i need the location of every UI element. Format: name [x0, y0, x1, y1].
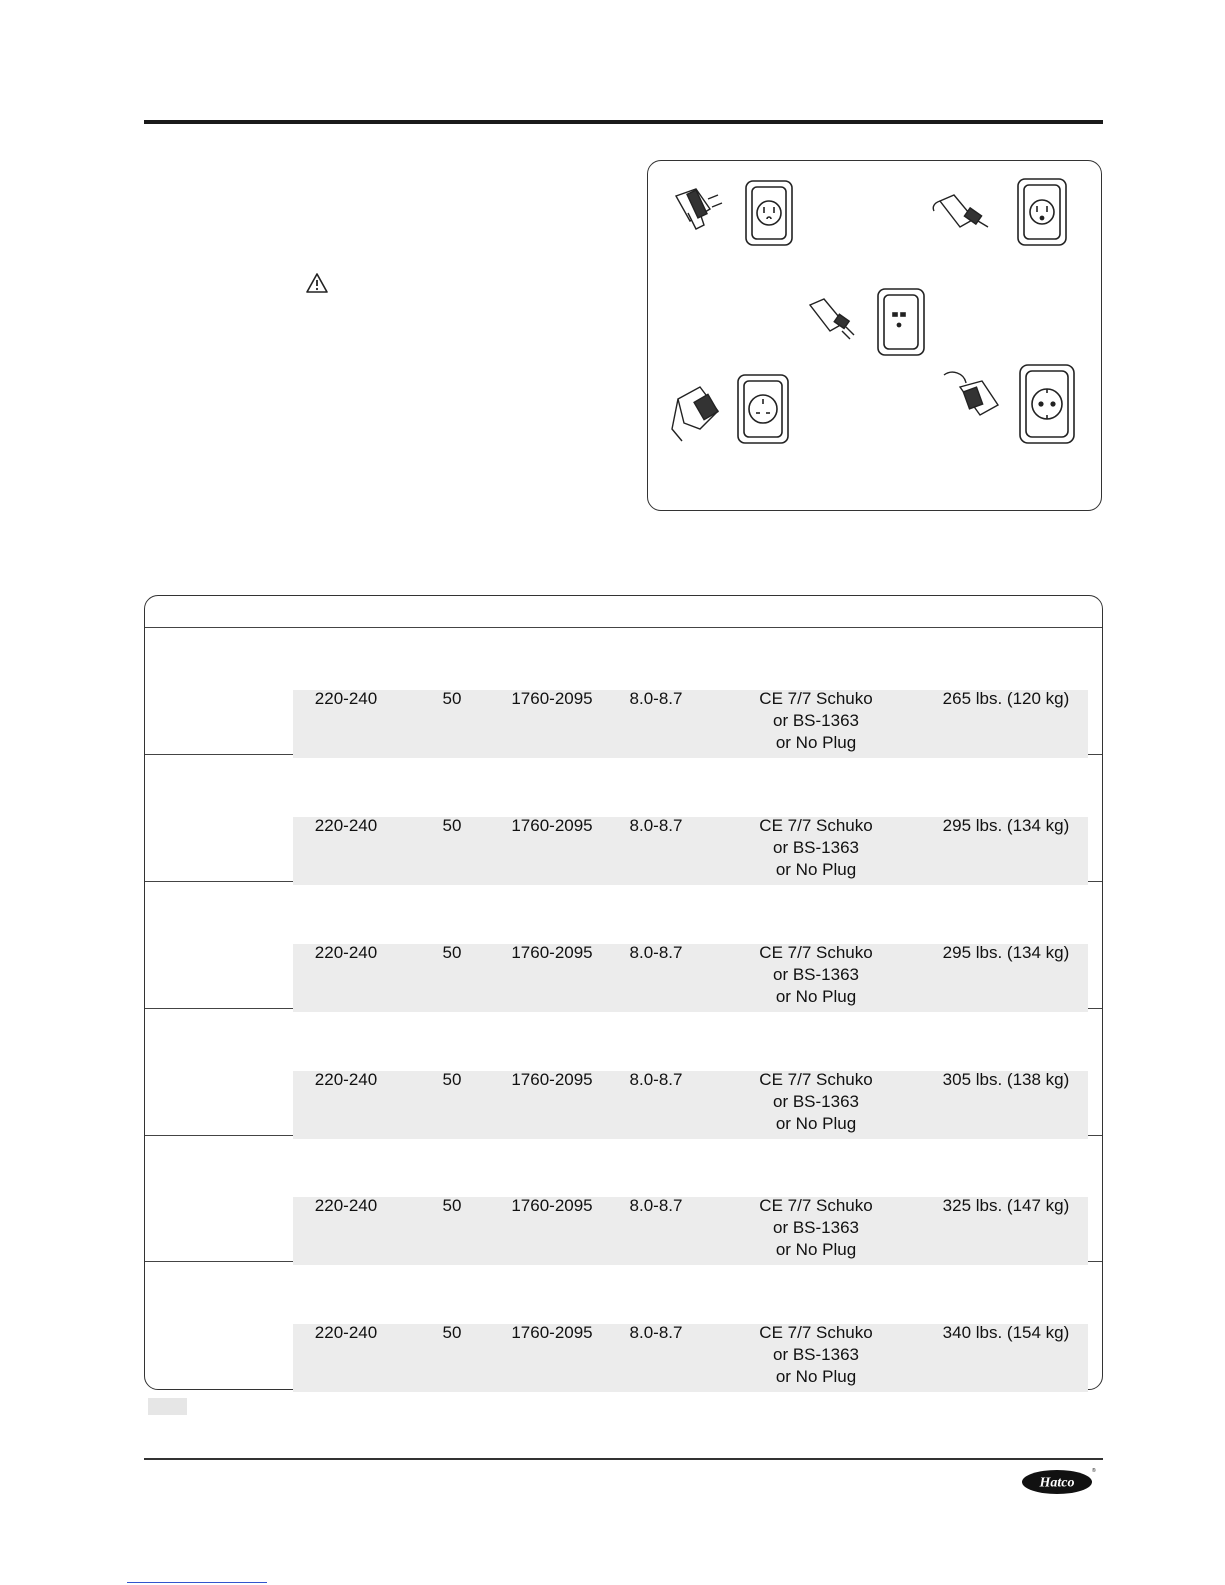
- bs1363-plug-icon: [672, 387, 718, 441]
- cell-hertz: 50: [442, 1070, 462, 1089]
- cell-amps: 8.0-8.7: [629, 943, 683, 962]
- cell-watts: 1760-2095: [511, 1196, 593, 1215]
- svg-text:Hatco: Hatco: [1039, 1475, 1075, 1491]
- cell-amps: 8.0-8.7: [629, 689, 683, 708]
- plug-line: or No Plug: [775, 860, 857, 879]
- table-row: [145, 755, 1102, 882]
- cell-volts: 220-240: [314, 943, 378, 962]
- svg-text:®: ®: [1092, 1468, 1096, 1474]
- twist-lock-plug-icon: [933, 195, 988, 227]
- cell-weight: 265 lbs. (120 kg): [942, 689, 1070, 708]
- nema-plug-icon: [676, 189, 722, 229]
- cell-hertz: 50: [442, 816, 462, 835]
- cell-watts: 1760-2095: [511, 1323, 593, 1342]
- header-rule: [144, 120, 1103, 124]
- cell-plug: [740, 1195, 892, 1261]
- cell-volts: 220-240: [314, 1323, 378, 1342]
- plug-line: or BS-1363: [773, 1092, 859, 1111]
- plug-line: CE 7/7 Schuko: [759, 816, 873, 835]
- cell-watts: 1760-2095: [511, 943, 593, 962]
- cell-plug: [740, 1322, 892, 1388]
- cell-volts: 220-240: [314, 1196, 378, 1215]
- plug-line: CE 7/7 Schuko: [759, 943, 873, 962]
- cell-hertz: 50: [442, 689, 462, 708]
- plug-line: CE 7/7 Schuko: [759, 1196, 873, 1215]
- hatco-logo: [1021, 1466, 1095, 1496]
- plug-line: CE 7/7 Schuko: [759, 1323, 873, 1342]
- plug-line: or No Plug: [775, 987, 857, 1006]
- plug-line: or No Plug: [775, 1240, 857, 1259]
- table-row: [145, 1262, 1102, 1388]
- cell-plug: [740, 942, 892, 1008]
- plug-line: or No Plug: [775, 1367, 857, 1386]
- table-row: [145, 628, 1102, 755]
- cell-hertz: 50: [442, 943, 462, 962]
- plug-line: or BS-1363: [773, 965, 859, 984]
- plug-line: or No Plug: [775, 1114, 857, 1133]
- plug-line: or BS-1363: [773, 1345, 859, 1364]
- table-header: [145, 596, 1102, 628]
- cell-weight: 305 lbs. (138 kg): [942, 1070, 1070, 1089]
- plug-line: or No Plug: [775, 733, 857, 752]
- cell-watts: 1760-2095: [511, 689, 593, 708]
- note-swatch: [148, 1398, 187, 1415]
- table-row: [145, 1009, 1102, 1136]
- plug-line: or BS-1363: [773, 711, 859, 730]
- table-row: [145, 1135, 1102, 1262]
- schuko-plug-small-icon: [810, 299, 854, 339]
- footer-link[interactable]: [127, 1582, 267, 1583]
- table-row: [145, 882, 1102, 1009]
- cell-amps: 8.0-8.7: [629, 1323, 683, 1342]
- schuko-receptacle-icon: [1020, 365, 1074, 443]
- cell-hertz: 50: [442, 1323, 462, 1342]
- cell-plug: [740, 1069, 892, 1135]
- plug-line: CE 7/7 Schuko: [759, 689, 873, 708]
- cell-watts: 1760-2095: [511, 816, 593, 835]
- schuko-plug-icon: [944, 372, 998, 415]
- cell-amps: 8.0-8.7: [629, 816, 683, 835]
- cell-volts: 220-240: [314, 689, 378, 708]
- specifications-table: [144, 595, 1103, 1390]
- footer-rule: [144, 1458, 1103, 1460]
- twist-lock-receptacle-icon: [1018, 179, 1066, 245]
- nema-receptacle-icon: [746, 181, 792, 245]
- cell-weight: 295 lbs. (134 kg): [942, 816, 1070, 835]
- cell-weight: 325 lbs. (147 kg): [942, 1196, 1070, 1215]
- euro-receptacle-icon: [878, 289, 924, 355]
- cell-plug: [740, 815, 892, 881]
- cell-weight: 340 lbs. (154 kg): [942, 1323, 1070, 1342]
- cell-plug: [740, 688, 892, 754]
- cell-hertz: 50: [442, 1196, 462, 1215]
- cell-amps: 8.0-8.7: [629, 1070, 683, 1089]
- plug-line: or BS-1363: [773, 838, 859, 857]
- cell-watts: 1760-2095: [511, 1070, 593, 1089]
- cell-weight: 295 lbs. (134 kg): [942, 943, 1070, 962]
- bs1363-receptacle-icon: [738, 375, 788, 443]
- plug-configurations-figure: [647, 160, 1102, 511]
- warning-icon: [305, 272, 329, 294]
- plug-line: CE 7/7 Schuko: [759, 1070, 873, 1089]
- cell-volts: 220-240: [314, 816, 378, 835]
- cell-volts: 220-240: [314, 1070, 378, 1089]
- plug-line: or BS-1363: [773, 1218, 859, 1237]
- cell-amps: 8.0-8.7: [629, 1196, 683, 1215]
